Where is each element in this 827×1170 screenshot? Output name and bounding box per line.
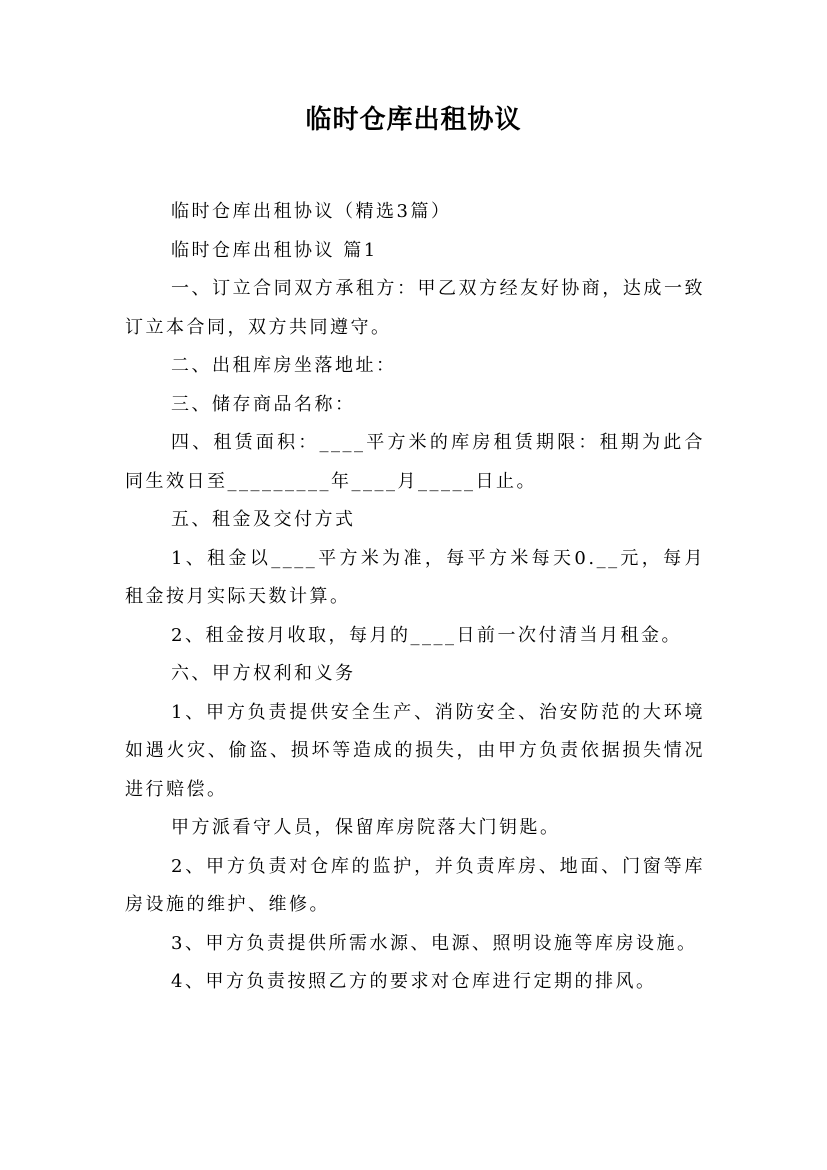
paragraph-clause-6-4: 4、甲方负责按照乙方的要求对仓库进行定期的排风。 — [171, 971, 657, 992]
paragraph-clause-1: 一、订立合同双方承租方：甲乙双方经友好协商，达成一致订立本合同，双方共同遵守。 — [125, 278, 705, 338]
paragraph-clause-6-2: 2、甲方负责对仓库的监护，并负责库房、地面、门窗等库房设施的维护、维修。 — [125, 855, 705, 915]
paragraph-clause-4: 四、租赁面积：____平方米的库房租赁期限：租期为此合同生效日至_________年____月_____日止。 — [125, 432, 705, 492]
paragraph-clause-3: 三、储存商品名称： — [171, 393, 356, 415]
paragraph-section-heading: 临时仓库出租协议 篇1 — [171, 239, 378, 261]
paragraph-clause-6-3: 3、甲方负责提供所需水源、电源、照明设施等库房设施。 — [171, 932, 698, 954]
paragraph-subtitle: 临时仓库出租协议（精选3篇） — [171, 201, 452, 222]
paragraph-clause-6-1: 1、甲方负责提供安全生产、消防安全、治安防范的大环境如遇火灾、偷盗、损坏等造成的损失，由甲方负责依据损失情况进行赔偿。 — [125, 701, 705, 800]
document-title: 临时仓库出租协议 — [305, 105, 522, 135]
paragraph-clause-2: 二、出租库房坐落地址： — [171, 355, 397, 376]
document-body — [125, 193, 705, 1002]
paragraph-clause-5-2: 2、租金按月收取，每月的____日前一次付清当月租金。 — [171, 624, 682, 646]
paragraph-clause-6: 六、甲方权利和义务 — [171, 663, 356, 684]
paragraph-clause-5: 五、租金及交付方式 — [171, 509, 356, 530]
paragraph-clause-6-1b: 甲方派看守人员，保留库房院落大门钥匙。 — [171, 817, 561, 838]
paragraph-clause-5-1: 1、租金以____平方米为准，每平方米每天0.__元，每月租金按月实际天数计算。 — [125, 547, 705, 607]
